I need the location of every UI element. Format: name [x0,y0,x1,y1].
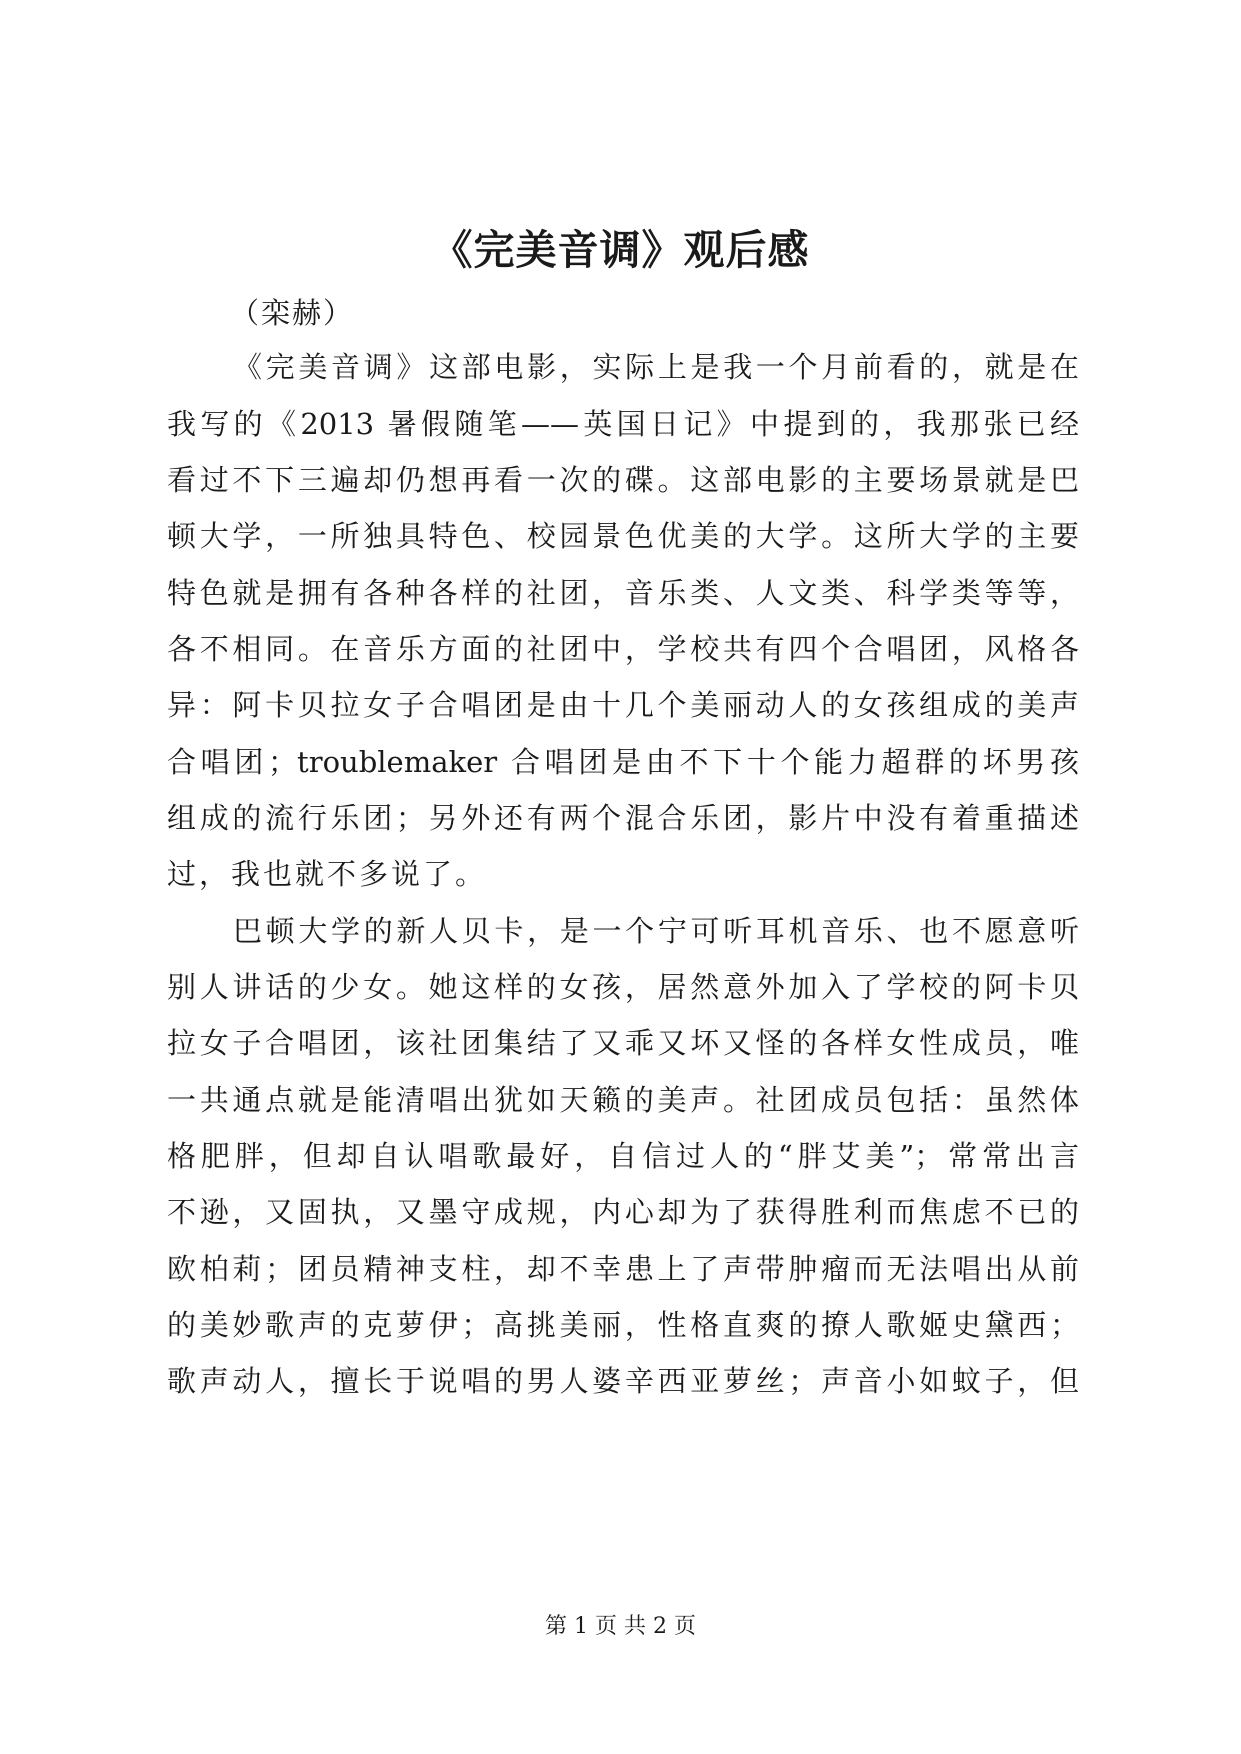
body-line: 格肥胖，但却自认唱歌最好，自信过人的“胖艾美”；常常出言 [167,1139,1079,1173]
body-line: 特色就是拥有各种各样的社团，音乐类、人文类、科学类等等， [167,576,1079,610]
body-line: 别人讲话的少女。她这样的女孩，居然意外加入了学校的阿卡贝 [167,970,1079,1004]
body-line: 各不相同。在音乐方面的社团中，学校共有四个合唱团，风格各 [167,632,1079,666]
body-line: 歌声动人，擅长于说唱的男人婆辛西亚萝丝；声音小如蚊子，但 [167,1364,1079,1398]
body-line: 欧柏莉；团员精神支柱，却不幸患上了声带肿瘤而无法唱出从前 [167,1252,1079,1286]
page-number: 第 1 页 共 2 页 [545,1614,696,1639]
body-line: 拉女子合唱团，该社团集结了又乖又坏又怪的各样女性成员，唯 [167,1026,1079,1060]
body-line: 的美妙歌声的克萝伊；高挑美丽，性格直爽的撩人歌姬史黛西； [167,1308,1079,1342]
body-line: 顿大学，一所独具特色、校园景色优美的大学。这所大学的主要 [167,519,1079,553]
body-line: 过，我也就不多说了。 [167,857,488,891]
body-line: 《完美音调》这部电影，实际上是我一个月前看的，就是在 [233,350,1079,384]
body-line: 我写的《2013 暑假随笔——英国日记》中提到的，我那张已经 [167,407,1079,441]
document-title: 《完美音调》观后感 [431,226,810,274]
body-line: 合唱团；troublemaker 合唱团是由不下十个能力超群的坏男孩 [167,745,1079,779]
body-line: 看过不下三遍却仍想再看一次的碟。这部电影的主要场景就是巴 [167,463,1079,497]
body-line: 不逊，又固执，又墨守成规，内心却为了获得胜利而焦虑不已的 [167,1195,1079,1229]
body-line: 一共通点就是能清唱出犹如天籁的美声。社团成员包括：虽然体 [167,1083,1079,1117]
body-line: 巴顿大学的新人贝卡，是一个宁可听耳机音乐、也不愿意听 [233,914,1079,948]
body-line: 异：阿卡贝拉女子合唱团是由十几个美丽动人的女孩组成的美声 [167,688,1079,722]
author-line: （栾赫） [230,296,355,330]
body-line: 组成的流行乐团；另外还有两个混合乐团，影片中没有着重描述 [167,801,1079,835]
